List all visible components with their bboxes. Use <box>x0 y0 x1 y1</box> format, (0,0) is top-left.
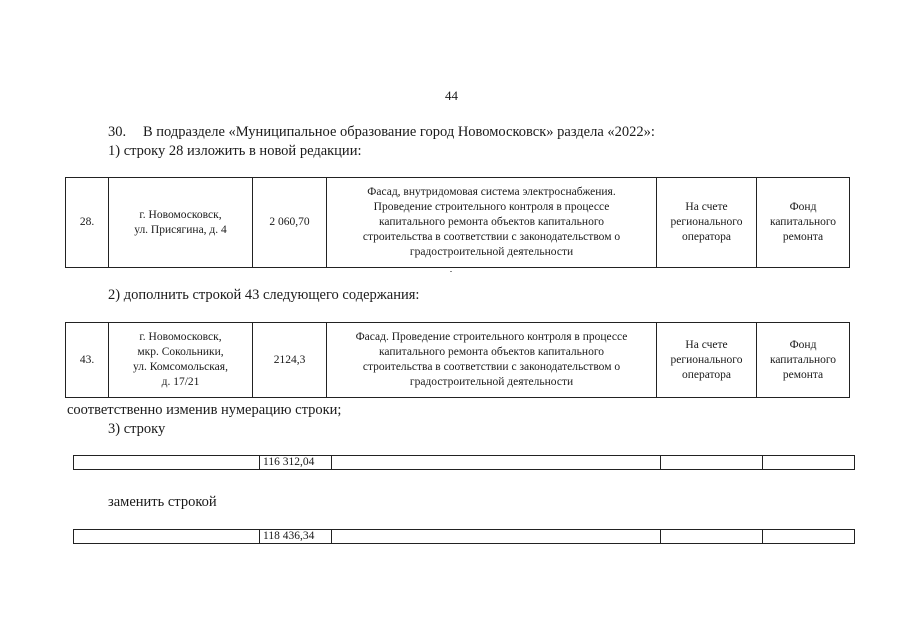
fund-line: капитального <box>769 216 837 228</box>
empty-cell <box>661 530 763 544</box>
empty-cell <box>74 530 260 544</box>
fund-line: ремонта <box>782 368 824 381</box>
item-30-text: В подразделе «Муниципальное образование город Новомосковск» раздела «2022»: <box>143 124 655 140</box>
work-line: градостроительной деятельности <box>409 246 574 258</box>
renumber-note: соответственно изменив нумерацию строки; <box>67 402 342 418</box>
table-row-43 <box>65 322 850 398</box>
address-line: г. Новомосковск, <box>139 208 222 221</box>
table-row-28 <box>65 177 850 268</box>
account-cell <box>657 323 757 398</box>
work-line: градостроительной деятельности <box>409 376 574 388</box>
subitem-2-text: 2) дополнить строкой 43 следующего содержания: <box>108 287 420 303</box>
item-30-number: 30. <box>108 124 127 140</box>
fund-line: ремонта <box>782 231 824 243</box>
work-line: строительства в соответствии с законодательством о <box>362 361 621 373</box>
table-row <box>66 178 850 268</box>
scan-speck <box>450 271 452 272</box>
new-total-value: 118 436,34 <box>260 530 332 544</box>
account-line: оператора <box>681 368 732 381</box>
fund-line: Фонд <box>789 201 817 213</box>
work-line: Фасад. Проведение строительного контроля в процессе <box>355 331 628 343</box>
fund-cell <box>757 178 850 268</box>
table-row <box>74 456 855 470</box>
work-description-cell <box>327 323 657 398</box>
address-line: г. Новомосковск, <box>139 331 222 343</box>
account-cell <box>657 178 757 268</box>
address-line: мкр. Сокольники, <box>137 346 224 358</box>
account-line: регионального <box>670 353 743 366</box>
row-number-cell: 28. <box>66 178 109 268</box>
work-line: Фасад, внутридомовая система электроснабжения. <box>367 186 616 198</box>
empty-cell <box>332 530 661 544</box>
empty-cell <box>763 456 855 470</box>
account-line: регионального <box>670 216 743 228</box>
row-number-cell: 43. <box>66 323 109 398</box>
fund-line: капитального <box>769 353 837 366</box>
empty-cell <box>661 456 763 470</box>
cost-cell: 2124,3 <box>253 323 327 398</box>
work-line: капитального ремонта объектов капитального <box>378 216 604 228</box>
empty-cell <box>763 530 855 544</box>
address-cell <box>109 178 253 268</box>
new-total-row <box>73 529 855 544</box>
account-line: оператора <box>681 231 732 243</box>
empty-cell <box>74 456 260 470</box>
work-line: капитального ремонта объектов капитального <box>378 346 604 358</box>
table-row <box>74 530 855 544</box>
old-total-value: 116 312,04 <box>260 456 332 470</box>
page-number: 44 <box>445 88 458 103</box>
address-line: д. 17/21 <box>161 376 200 388</box>
address-line: ул. Комсомольская, <box>133 361 228 373</box>
work-line: строительства в соответствии с законодательством о <box>362 231 621 243</box>
empty-cell <box>332 456 661 470</box>
work-description-cell <box>327 178 657 268</box>
fund-line: Фонд <box>789 338 817 351</box>
account-line: На счете <box>685 201 728 213</box>
subitem-3-text: 3) строку <box>108 421 166 437</box>
old-total-row <box>73 455 855 470</box>
address-line: ул. Присягина, д. 4 <box>134 223 227 236</box>
replace-label: заменить строкой <box>108 494 217 510</box>
account-line: На счете <box>685 338 728 351</box>
table-row <box>66 323 850 398</box>
cost-cell: 2 060,70 <box>253 178 327 268</box>
address-cell <box>109 323 253 398</box>
work-line: Проведение строительного контроля в процессе <box>373 201 610 213</box>
subitem-1-text: 1) строку 28 изложить в новой редакции: <box>108 143 362 159</box>
fund-cell <box>757 323 850 398</box>
